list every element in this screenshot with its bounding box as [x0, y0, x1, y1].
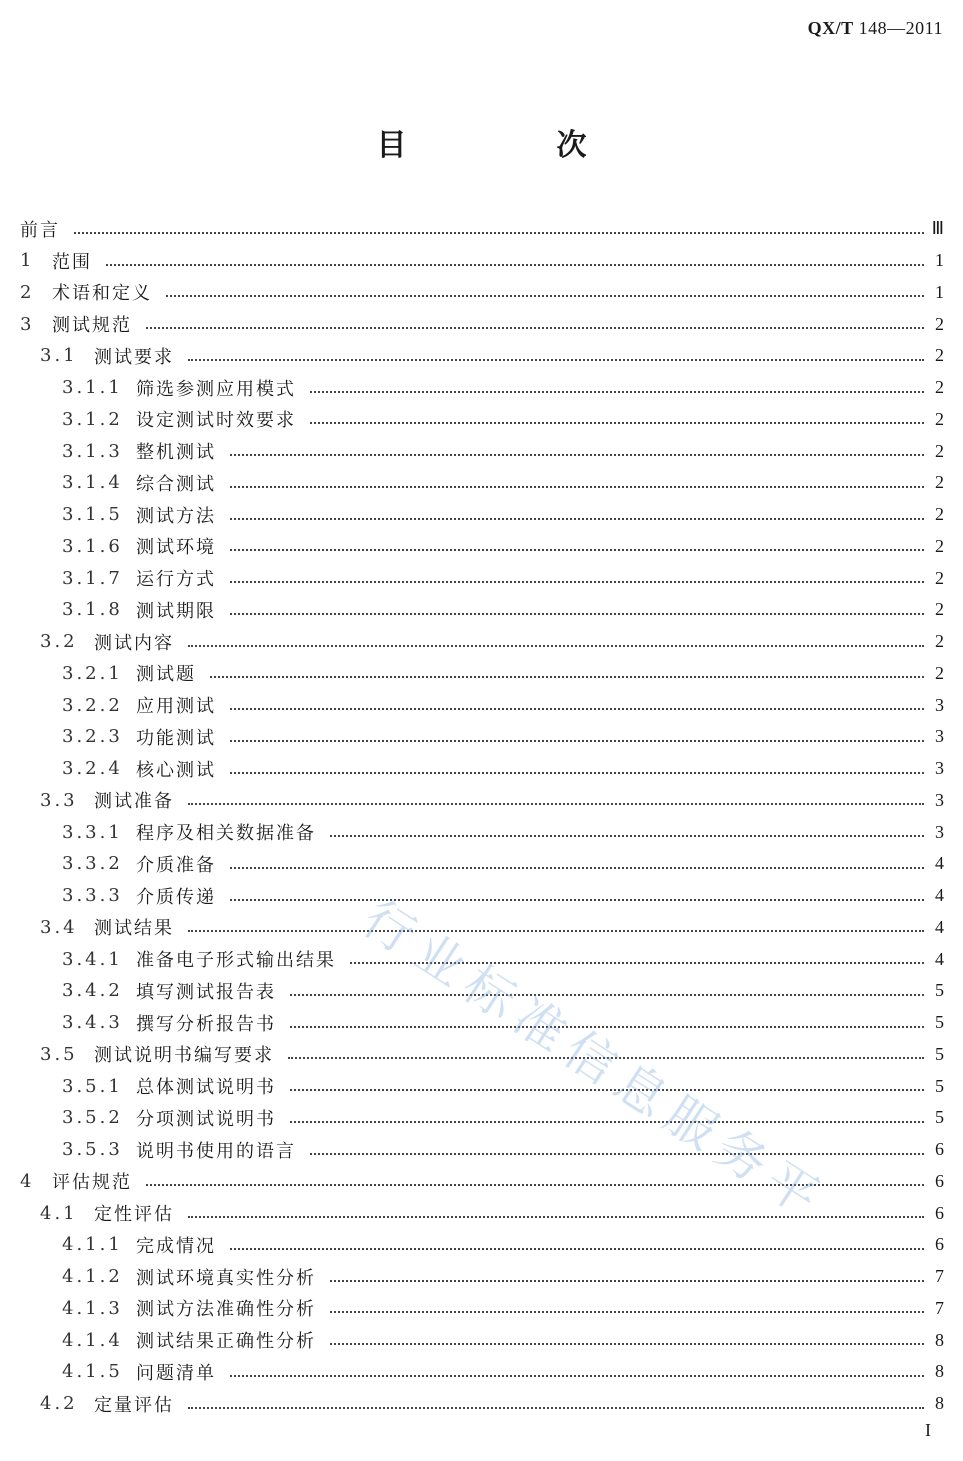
watermark: 行业标准信息服务平	[352, 889, 837, 1232]
toc-entry-number: 3.2.2	[62, 694, 123, 716]
toc-entry[interactable]	[20, 435, 944, 467]
toc-entry-page: 4	[935, 853, 944, 874]
toc-entry-number: 3.1.5	[62, 504, 123, 526]
toc-entry[interactable]	[20, 594, 944, 626]
toc-entry-label: 应用测试	[136, 696, 216, 718]
toc-dot-leader	[230, 740, 924, 742]
toc-entry-number: 4.2	[40, 1393, 78, 1415]
toc-dot-leader	[290, 1026, 924, 1028]
toc-dot-leader	[188, 803, 924, 805]
toc-dot-leader	[290, 994, 924, 996]
toc-entry-label: 测试要求	[94, 346, 174, 368]
toc-entry[interactable]	[20, 499, 944, 531]
toc-dot-leader	[330, 835, 924, 837]
toc-dot-leader	[290, 1089, 924, 1091]
toc-entry-number: 3.5	[40, 1043, 78, 1065]
toc-dot-leader	[230, 772, 924, 774]
toc-entry-label: 测试结果	[94, 918, 174, 940]
toc-entry[interactable]	[20, 848, 944, 880]
toc-entry-number: 3.1	[40, 345, 78, 367]
toc-entry-number: 4	[20, 1170, 35, 1192]
toc-entry[interactable]	[20, 1229, 944, 1261]
toc-entry-label: 问题清单	[136, 1362, 216, 1384]
toc-dot-leader	[146, 1184, 924, 1186]
toc-entry[interactable]	[20, 562, 944, 594]
toc-entry-page: 4	[935, 885, 944, 906]
document-code-prefix: QX/T	[807, 18, 854, 38]
toc-entry[interactable]	[20, 1197, 944, 1229]
toc-entry-page: 5	[935, 1043, 944, 1064]
toc-entry-number: 3.4.1	[62, 948, 123, 970]
toc-entry-label: 综合测试	[136, 473, 216, 495]
toc-entry-label: 总体测试说明书	[136, 1077, 276, 1099]
toc-entry-page: 3	[935, 758, 944, 779]
toc-entry-label: 撰写分析报告书	[136, 1013, 276, 1035]
toc-entry-number: 3.4.3	[62, 1012, 123, 1034]
toc-entry-label: 定量评估	[94, 1394, 174, 1416]
toc-entry[interactable]	[20, 372, 944, 404]
toc-entry-label: 范围	[52, 251, 92, 273]
toc-dot-leader	[188, 645, 924, 647]
toc-dot-leader	[188, 930, 924, 932]
toc-entry-number: 3.5.3	[62, 1139, 123, 1161]
toc-entry-page: 2	[935, 535, 944, 556]
toc-entry[interactable]	[20, 880, 944, 912]
toc-entry[interactable]	[20, 467, 944, 499]
toc-entry[interactable]	[20, 1166, 944, 1198]
toc-entry-number: 3.1.7	[62, 567, 123, 589]
toc-entry-label: 介质准备	[136, 854, 216, 876]
toc-entry-number: 3.1.3	[62, 440, 123, 462]
toc-entry-number: 3.4.2	[62, 980, 123, 1002]
toc-entry[interactable]	[20, 1261, 944, 1293]
toc-entry-label: 筛选参测应用模式	[136, 378, 296, 400]
toc-entry[interactable]	[20, 816, 944, 848]
toc-entry-page: 8	[935, 1361, 944, 1382]
toc-entry[interactable]	[20, 340, 944, 372]
toc-entry-label: 分项测试说明书	[136, 1108, 276, 1130]
toc-dot-leader	[210, 676, 924, 678]
toc-dot-leader	[230, 1248, 924, 1250]
toc-entry-page: 7	[935, 1297, 944, 1318]
toc-entry-label: 整机测试	[136, 442, 216, 464]
toc-entry-page: Ⅲ	[931, 218, 944, 239]
toc-entry-number: 3.1.4	[62, 472, 123, 494]
toc-dot-leader	[330, 1280, 924, 1282]
toc-entry[interactable]	[20, 1007, 944, 1039]
toc-entry-page: 2	[935, 345, 944, 366]
toc-entry-number: 3.1.1	[62, 377, 123, 399]
toc-entry[interactable]	[20, 1293, 944, 1325]
toc-entry-page: 1	[935, 250, 944, 271]
toc-dot-leader	[230, 708, 924, 710]
toc-entry-label: 测试方法	[136, 505, 216, 527]
toc-dot-leader	[188, 1407, 924, 1409]
toc-entry-page: 5	[935, 1075, 944, 1096]
toc-entry-number: 4.1	[40, 1202, 78, 1224]
toc-entry[interactable]	[20, 626, 944, 658]
toc-entry-number: 4.1.3	[62, 1297, 123, 1319]
toc-dot-leader	[230, 1375, 924, 1377]
toc-entry-label: 测试说明书编写要求	[94, 1045, 274, 1067]
toc-entry-label: 测试准备	[94, 791, 174, 813]
toc-entry-label: 测试方法准确性分析	[136, 1299, 316, 1321]
toc-dot-leader	[166, 295, 924, 297]
toc-entry[interactable]	[20, 689, 944, 721]
toc-entry-page: 5	[935, 1012, 944, 1033]
toc-entry-page: 3	[935, 789, 944, 810]
toc-entry-number: 4.1.1	[62, 1234, 123, 1256]
toc-entry-label: 程序及相关数据准备	[136, 823, 316, 845]
toc-entry-label: 功能测试	[136, 727, 216, 749]
toc-entry-label: 测试环境真实性分析	[136, 1267, 316, 1289]
toc-entry-page: 3	[935, 694, 944, 715]
toc-entry-number: 3.1.6	[62, 535, 123, 557]
toc-entry-page: 2	[935, 313, 944, 334]
toc-entry-number: 3.5.2	[62, 1107, 123, 1129]
toc-entry-page: 8	[935, 1329, 944, 1350]
toc-dot-leader	[230, 899, 924, 901]
toc-entry-number: 3.1.2	[62, 408, 123, 430]
toc-entry-label: 测试规范	[52, 315, 132, 337]
toc-entry[interactable]	[20, 1356, 944, 1388]
toc-entry-number: 3.3	[40, 789, 78, 811]
toc-entry-label: 测试内容	[94, 632, 174, 654]
toc-dot-leader	[330, 1343, 924, 1345]
toc-entry-page: 2	[935, 472, 944, 493]
toc-entry-page: 2	[935, 662, 944, 683]
toc-entry-page: 2	[935, 377, 944, 398]
toc-entry-label: 完成情况	[136, 1235, 216, 1257]
toc-entry[interactable]	[20, 531, 944, 563]
toc-entry-page: 2	[935, 567, 944, 588]
toc-dot-leader	[350, 962, 924, 964]
page-title: 目 次	[376, 128, 647, 163]
toc-entry-number: 3.2.3	[62, 726, 123, 748]
toc-entry-page: 2	[935, 599, 944, 620]
toc-entry-number: 3.2	[40, 631, 78, 653]
toc-dot-leader	[310, 422, 924, 424]
toc-entry-number: 4.1.4	[62, 1329, 123, 1351]
toc-dot-leader	[230, 454, 924, 456]
toc-entry-page: 3	[935, 821, 944, 842]
toc-entry[interactable]	[20, 943, 944, 975]
toc-entry-page: 2	[935, 504, 944, 525]
toc-dot-leader	[230, 581, 924, 583]
page-number: I	[925, 1420, 931, 1440]
toc-entry-number: 3.2.4	[62, 758, 123, 780]
toc-entry-page: 2	[935, 440, 944, 461]
document-code	[808, 18, 943, 39]
toc-dot-leader	[288, 1057, 924, 1059]
toc-entry-label: 核心测试	[136, 759, 216, 781]
toc-entry-label: 介质传递	[136, 886, 216, 908]
toc-entry-label: 说明书使用的语言	[136, 1140, 296, 1162]
toc-dot-leader	[310, 1153, 924, 1155]
toc-dot-leader	[74, 232, 924, 234]
toc-entry-number: 3.3.2	[62, 853, 123, 875]
toc-entry-number: 2	[20, 281, 35, 303]
toc-entry-number: 3.1.8	[62, 599, 123, 621]
toc-entry-page: 6	[935, 1170, 944, 1191]
toc-entry[interactable]	[20, 1070, 944, 1102]
toc-entry-page: 4	[935, 948, 944, 969]
toc-entry[interactable]	[20, 1324, 944, 1356]
toc-entry-label: 测试期限	[136, 600, 216, 622]
toc-entry-page: 6	[935, 1202, 944, 1223]
toc-entry-label: 运行方式	[136, 569, 216, 591]
toc-dot-leader	[106, 264, 924, 266]
toc-entry-number: 3.4	[40, 916, 78, 938]
toc-entry-page: 6	[935, 1139, 944, 1160]
toc-entry-label: 术语和定义	[52, 283, 152, 305]
toc-entry-page: 7	[935, 1266, 944, 1287]
toc-entry[interactable]	[20, 277, 944, 309]
toc-entry[interactable]	[20, 753, 944, 785]
toc-entry-label: 测试结果正确性分析	[136, 1331, 316, 1353]
toc-entry-label: 评估规范	[52, 1172, 132, 1194]
toc-entry-page: 5	[935, 980, 944, 1001]
toc-dot-leader	[230, 867, 924, 869]
toc-dot-leader	[188, 359, 924, 361]
toc-entry[interactable]	[20, 1039, 944, 1071]
toc-entry-label: 填写测试报告表	[136, 981, 276, 1003]
toc-entry[interactable]	[20, 308, 944, 340]
toc-entry-number: 3.3.1	[62, 821, 123, 843]
toc-entry[interactable]	[20, 658, 944, 690]
toc-entry-page: 5	[935, 1107, 944, 1128]
toc-entry-label: 准备电子形式输出结果	[136, 950, 336, 972]
toc-dot-leader	[290, 1121, 924, 1123]
table-of-contents	[20, 213, 944, 1420]
toc-entry[interactable]	[20, 1388, 944, 1420]
toc-dot-leader	[230, 518, 924, 520]
toc-entry-page: 4	[935, 916, 944, 937]
toc-entry-page: 2	[935, 631, 944, 652]
toc-entry[interactable]	[20, 912, 944, 944]
toc-entry-number: 3.5.1	[62, 1075, 123, 1097]
toc-entry-label: 测试环境	[136, 537, 216, 559]
toc-entry-number: 3.3.3	[62, 885, 123, 907]
toc-dot-leader	[146, 327, 924, 329]
toc-entry-page: 6	[935, 1234, 944, 1255]
toc-entry-page: 3	[935, 726, 944, 747]
toc-entry[interactable]	[20, 245, 944, 277]
toc-entry-label: 前言	[20, 219, 60, 241]
toc-entry[interactable]	[20, 213, 944, 245]
toc-entry-number: 4.1.5	[62, 1361, 123, 1383]
toc-entry-page: 8	[935, 1393, 944, 1414]
toc-dot-leader	[330, 1311, 924, 1313]
toc-entry[interactable]	[20, 1134, 944, 1166]
toc-dot-leader	[310, 391, 924, 393]
toc-entry[interactable]	[20, 785, 944, 817]
toc-entry-label: 测试题	[136, 664, 196, 686]
toc-entry[interactable]	[20, 404, 944, 436]
toc-entry-label: 定性评估	[94, 1204, 174, 1226]
toc-dot-leader	[230, 613, 924, 615]
toc-dot-leader	[230, 549, 924, 551]
toc-entry-number: 3.2.1	[62, 662, 123, 684]
toc-entry-page: 2	[935, 408, 944, 429]
toc-entry-number: 1	[20, 250, 35, 272]
toc-dot-leader	[188, 1216, 924, 1218]
toc-entry[interactable]	[20, 975, 944, 1007]
toc-entry[interactable]	[20, 1102, 944, 1134]
toc-entry-number: 3	[20, 313, 35, 335]
document-code-number: 148—2011	[853, 18, 943, 38]
toc-entry-number: 4.1.2	[62, 1266, 123, 1288]
toc-entry-label: 设定测试时效要求	[136, 410, 296, 432]
toc-entry[interactable]	[20, 721, 944, 753]
toc-entry-page: 1	[935, 281, 944, 302]
toc-dot-leader	[230, 486, 924, 488]
